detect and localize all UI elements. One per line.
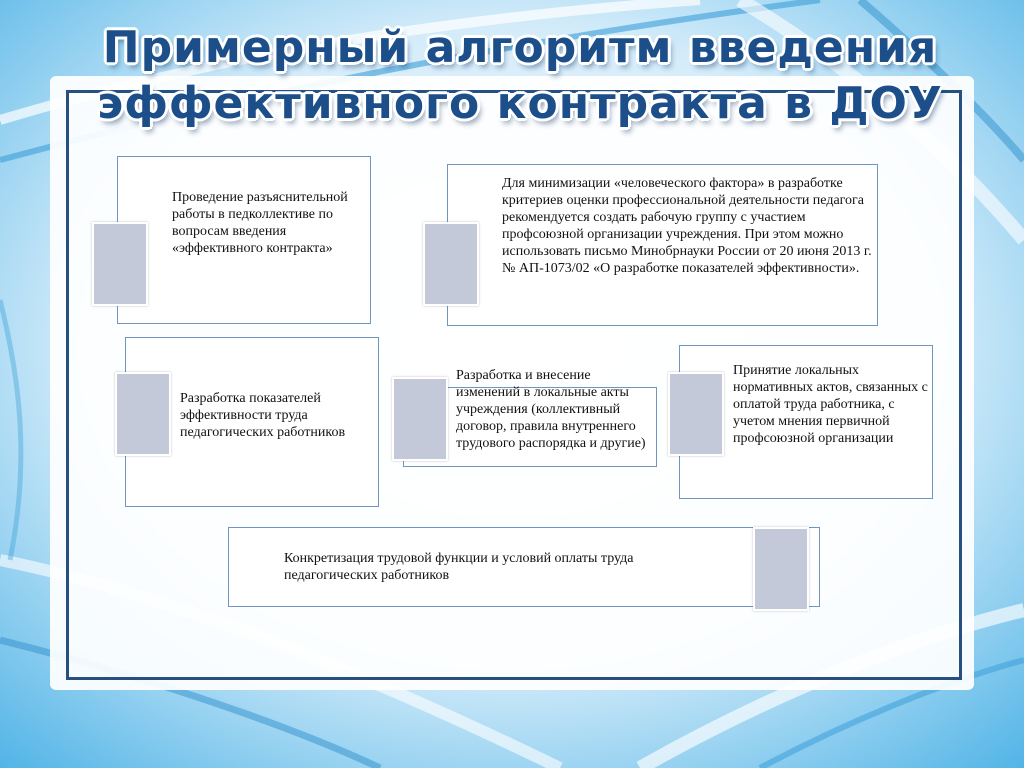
- step-5-text: Принятие локальных нормативных актов, связанных с оплатой труда работника, с учетом мнения первичной профсоюзной организации: [733, 363, 928, 446]
- step-3-text: Разработка показателей эффективности труда педагогических работников: [180, 391, 346, 440]
- step-5-marker: [668, 372, 724, 456]
- step-1-text: Проведение разъяснительной работы в педколлективе по вопросам введения «эффективного контракта»: [172, 190, 348, 256]
- title-line-2: эффективного контракта в ДОУ: [97, 78, 943, 129]
- step-box-2: [447, 164, 878, 326]
- step-2-text: Для минимизации «человеческого фактора» в разработке критериев оценки профессиональной деятельности педагога рекомендуется создать рабочую группу с участием профсоюзной организации учреждения. При этом можно использовать письмо Минобрнауки России от 20 июня 2013 г. № АП-1073/02 «О разработке показателей эффективности».: [502, 176, 872, 276]
- step-1-marker: [92, 222, 148, 306]
- step-4-text: Разработка и внесение изменений в локальные акты учреждения (коллективный договор, правила внутреннего трудового распорядка и другие): [456, 368, 646, 451]
- step-3-marker: [115, 372, 171, 456]
- step-4-marker: [392, 377, 448, 461]
- step-6-text: Конкретизация трудовой функции и условий оплаты труда педагогических работников: [284, 551, 634, 583]
- slide-title: [60, 20, 980, 132]
- step-2-marker: [423, 222, 479, 306]
- step-box-1: [117, 156, 371, 324]
- step-6-marker: [753, 527, 809, 611]
- step-box-6: [228, 527, 820, 607]
- title-line-1: Примерный алгоритм введения: [102, 22, 938, 73]
